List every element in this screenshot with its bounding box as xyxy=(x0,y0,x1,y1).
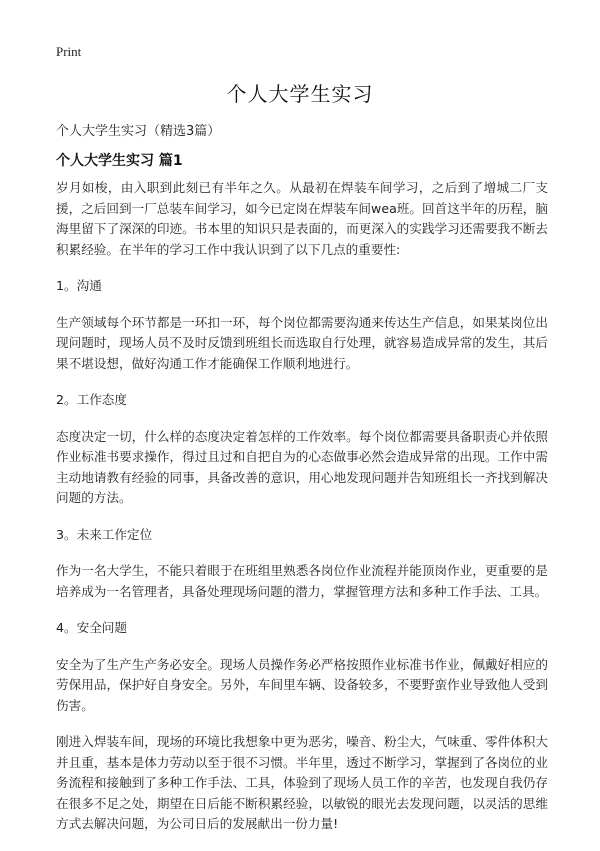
paragraph-communication: 生产领域每个环节都是一环扣一环，每个岗位都需要沟通来传达生产信息，如果某岗位出现问题时，现场人员不及时反馈到班组长而选取自行处理，就容易造成异常的发生，其后果不堪设想，做好沟通工作才能确保工作顺利地进行。 xyxy=(56,314,548,371)
paragraph-safety: 安全为了生产生产务必安全。现场人员操作务必严格按照作业标准书作业，佩戴好相应的劳保用品，保护好自身安全。另外，车间里车辆、设备较多，不要野蛮作业导致他人受到伤害。 xyxy=(56,656,548,713)
paragraph-work-attitude: 态度决定一切，什么样的态度决定着怎样的工作效率。每个岗位都需要具备职责心并依照作业标准书要求操作，得过且过和自把自为的心态做事必然会造成异常的出现。工作中需主动地请教有经验的同事，具备改善的意识，用心地发现问题并告知班组长一齐找到解决问题的方法。 xyxy=(56,428,548,505)
page-title: 个人大学生实习 xyxy=(226,82,374,106)
paragraph-career-positioning: 作为一名大学生，不能只着眼于在班组里熟悉各岗位作业流程并能顶岗作业，更重要的是培养成为一名管理者，具备处理现场问题的潜力，掌握管理方法和多种工作手法、工具。 xyxy=(56,563,548,599)
intro-paragraph: 岁月如梭，由入职到此刻已有半年之久。从最初在焊装车间学习，之后到了增城二厂支援，之后回到一厂总装车间学习，如今已定岗在焊装车间wea班。回首这半年的历程，脑海里留下了深深的印迹。书本里的知识只是表面的，而更深入的实践学习还需要我不断去积累经验。在半年的学习工作中我认识到了以下几点的重要性: xyxy=(56,180,548,257)
document-subtitle: 个人大学生实习（精选3篇） xyxy=(56,124,221,139)
article-body xyxy=(56,178,548,851)
article-heading: 个人大学生实习 篇1 xyxy=(56,153,183,169)
section-heading-career-positioning: 3。未来工作定位 xyxy=(56,526,153,542)
closing-paragraph: 刚进入焊装车间，现场的环境比我想象中更为恶劣，噪音、粉尘大，气味重、零件体积大并且重，基本是体力劳动以至于很不习惯。半年里，透过不断学习，掌握到了各岗位的业务流程和接触到了多种工作手法、工具，体验到了现场人员工作的辛苦，也发现自我仍存在很多不足之处，期望在日后能不断积累经验，以敏锐的眼光去发现问题，以灵活的思维方式去解决问题，为公司日后的发展献出一份力量! xyxy=(56,734,548,831)
section-heading-work-attitude: 2。工作态度 xyxy=(56,392,127,407)
section-heading-safety: 4。安全问题 xyxy=(56,620,127,635)
section-heading-communication: 1。沟通 xyxy=(56,278,102,293)
print-link[interactable]: Print xyxy=(56,44,82,59)
